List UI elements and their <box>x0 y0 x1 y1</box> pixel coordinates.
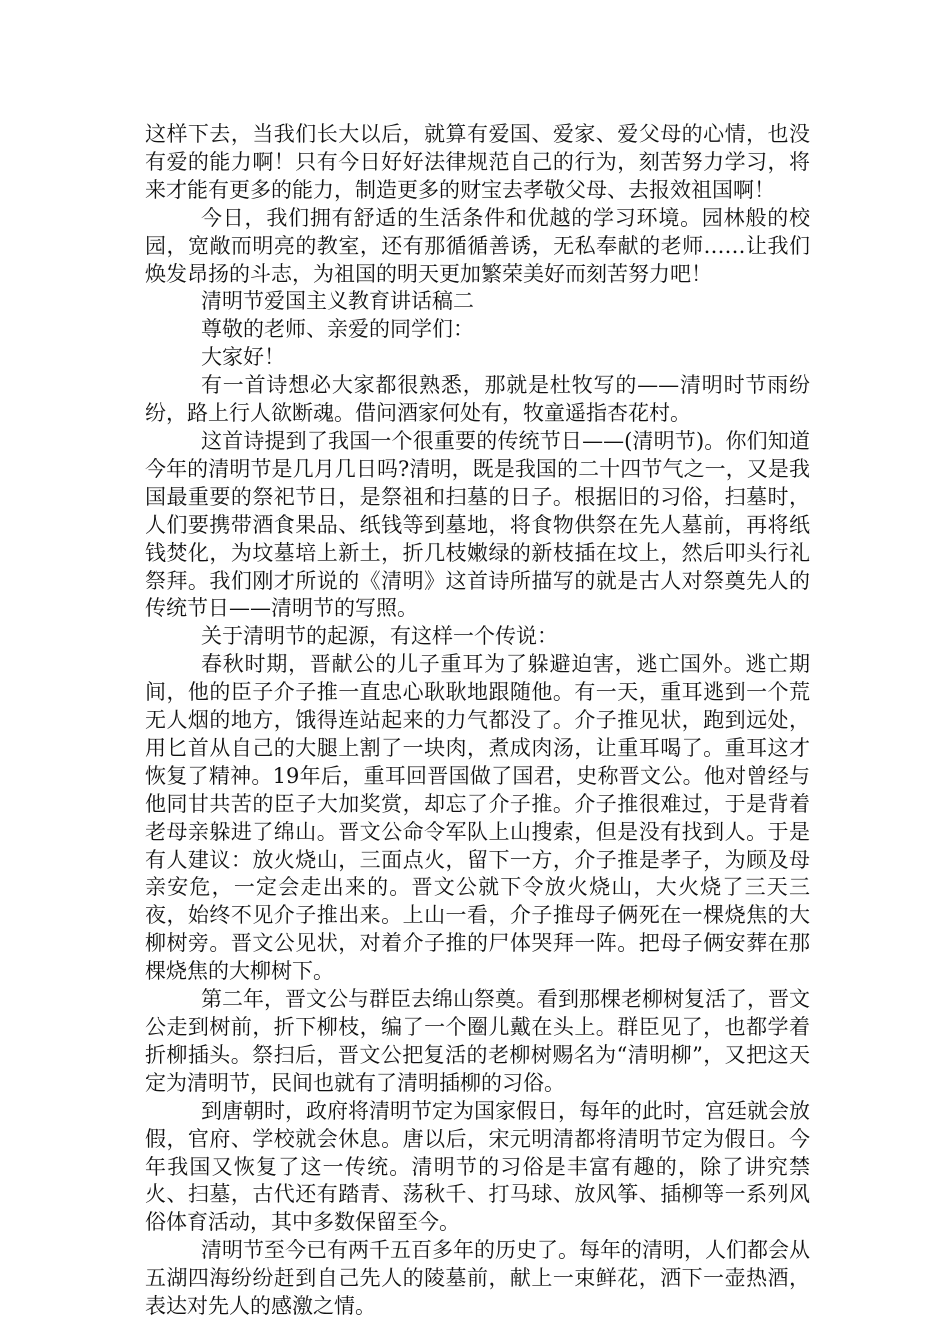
paragraph-history: 清明节至今已有两千五百多年的历史了。每年的清明，人们都会从五湖四海纷纷赶到自己先人的陵墓前，献上一束鲜花，洒下一壶热酒，表达对先人的感激之情。 <box>145 1238 810 1319</box>
salutation: 尊敬的老师、亲爱的同学们： <box>201 317 474 342</box>
paragraph-origin-intro: 关于清明节的起源，有这样一个传说： <box>201 624 558 649</box>
paragraph-poem: 有一首诗想必大家都很熟悉，那就是杜牧写的——清明时节雨纷纷，路上行人欲断魂。借问酒家何处有，牧童遥指杏花村。 <box>145 373 810 426</box>
paragraph-festival-intro: 这首诗提到了我国一个很重要的传统节日——(清明节)。你们知道今年的清明节是几月几日吗?清明，既是我国的二十四节气之一，又是我国最重要的祭祀节日，是祭祖和扫墓的日子。根据旧的习俗，扫墓时，人们要携带酒食果品、纸钱等到墓地，将食物供祭在先人墓前，再将纸钱焚化，为坟墓培上新土，折几枝嫩绿的新枝插在坟上，然后叩头行礼祭拜。我们刚才所说的《清明》这首诗所描写的就是古人对祭奠先人的传统节日——清明节的写照。 <box>145 428 810 621</box>
paragraph-tang-dynasty: 到唐朝时，政府将清明节定为国家假日，每年的此时，宫廷就会放假，官府、学校就会休息。唐以后，宋元明清都将清明节定为假日。今年我国又恢复了这一传统。清明节的习俗是丰富有趣的，除了讲究禁火、扫墓，古代还有踏青、荡秋千、打马球、放风筝、插柳等一系列风俗体育活动，其中多数保留至今。 <box>145 1098 810 1235</box>
paragraph-continuation: 这样下去，当我们长大以后，就算有爱国、爱家、爱父母的心情，也没有爱的能力啊！只有今日好好法律规范自己的行为，刻苦努力学习，将来才能有更多的能力，制造更多的财宝去孝敬父母、去报效祖国啊！ <box>145 122 810 202</box>
speech-title: 清明节爱国主义教育讲话稿二 <box>201 289 474 314</box>
paragraph-legend: 春秋时期，晋献公的儿子重耳为了躲避迫害，逃亡国外。逃亡期间，他的臣子介子推一直忠心耿耿地跟随他。有一天，重耳逃到一个荒无人烟的地方，饿得连站起来的力气都没了。介子推见状，跑到远处，用匕首从自己的大腿上割了一块肉，煮成肉汤，让重耳喝了。重耳这才恢复了精神。19年后，重耳回晋国做了国君，史称晋文公。他对曾经与他同甘共苦的臣子大加奖赏，却忘了介子推。介子推很难过，于是背着老母亲躲进了绵山。晋文公命令军队上山搜索，但是没有找到人。于是有人建议：放火烧山，三面点火，留下一方，介子推是孝子，为顾及母亲安危，一定会走出来的。晋文公就下令放火烧山，大火烧了三天三夜，始终不见介子推出来。上山一看，介子推母子俩死在一棵烧焦的大柳树旁。晋文公见状，对着介子推的尸体哭拜一阵。把母子俩安葬在那棵烧焦的大柳树下。 <box>145 652 810 984</box>
paragraph-willow: 第二年，晋文公与群臣去绵山祭奠。看到那棵老柳树复活了，晋文公走到树前，折下柳枝，编了一个圈儿戴在头上。群臣见了，也都学着折柳插头。祭扫后，晋文公把复活的老柳树赐名为“清明柳”，又把这天定为清明节，民间也就有了清明插柳的习俗。 <box>145 987 810 1095</box>
greeting: 大家好！ <box>201 345 285 370</box>
paragraph-environment: 今日，我们拥有舒适的生活条件和优越的学习环境。园林般的校园，宽敞而明亮的教室，还有那循循善诱，无私奉献的老师……让我们焕发昂扬的斗志，为祖国的明天更加繁荣美好而刻苦努力吧！ <box>145 205 810 286</box>
document-body <box>145 121 810 1321</box>
